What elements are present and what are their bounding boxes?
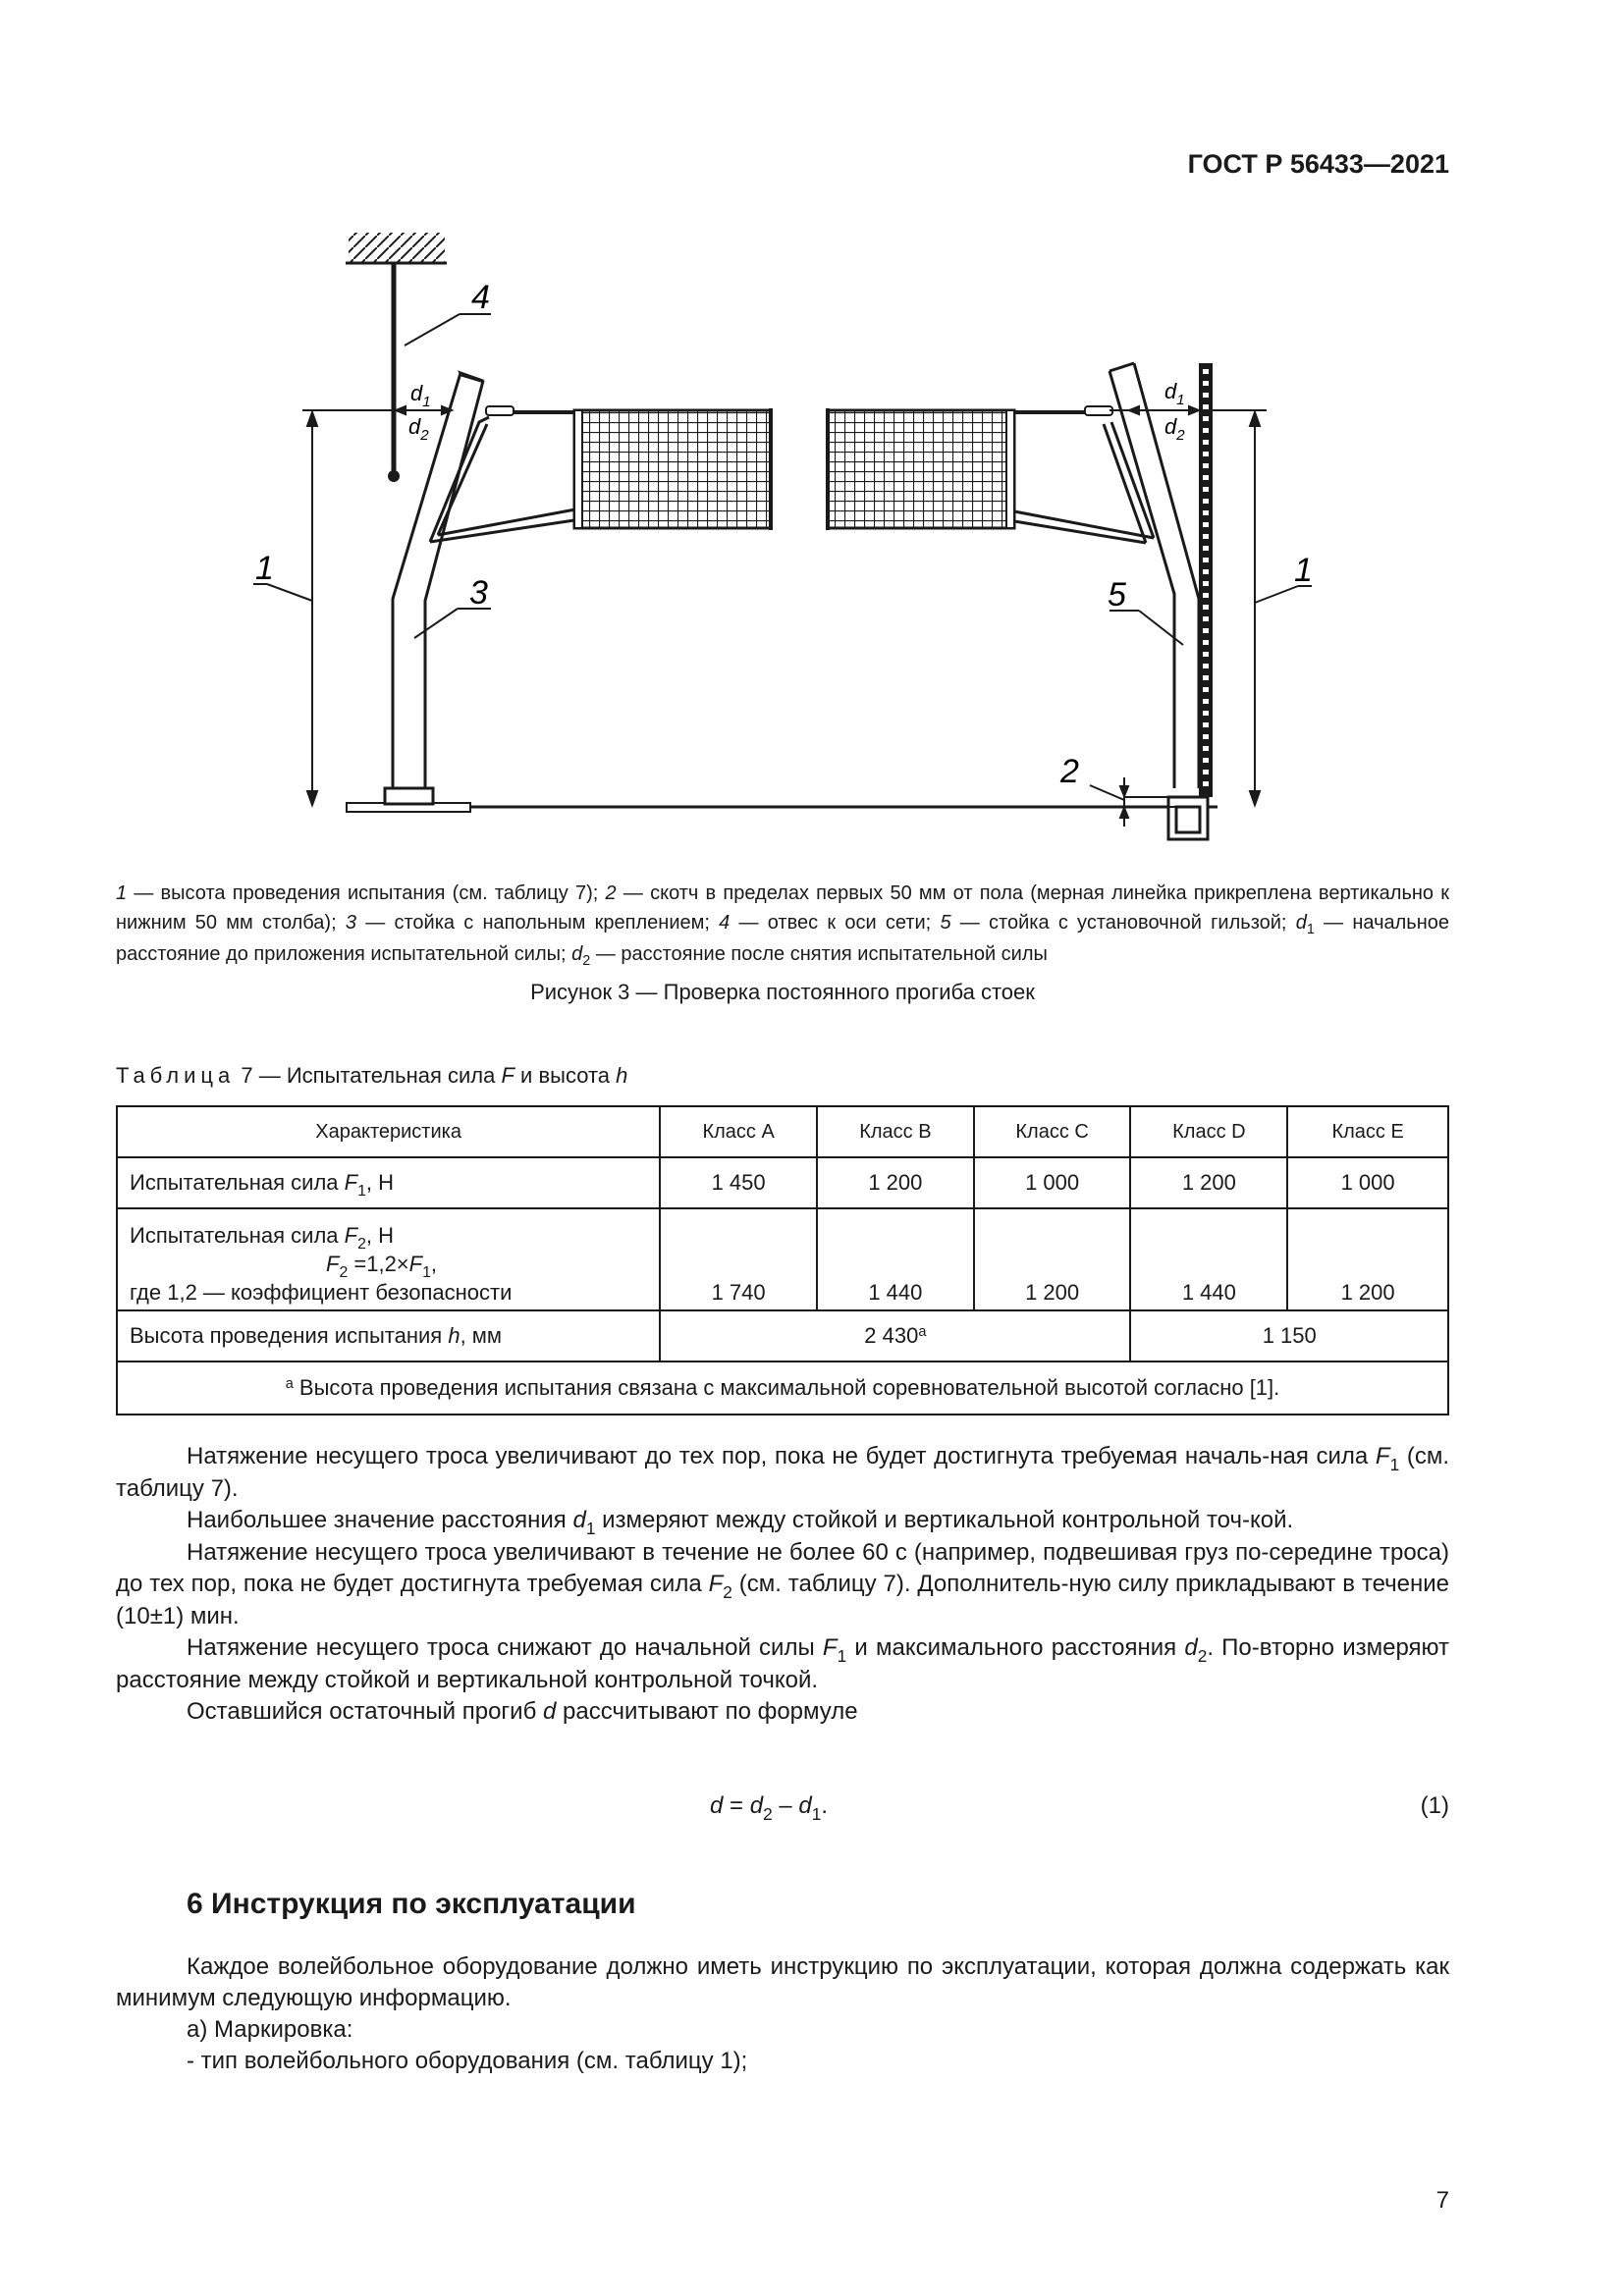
ruler-tick — [1203, 546, 1209, 551]
leader-lines — [405, 314, 1183, 645]
cell-value-de: 1 150 — [1130, 1310, 1448, 1362]
paragraph: Наибольшее значение расстояния $d_1$ измеряют между стойкой и вертикальной контрольной точ-кой. — [187, 1507, 1294, 1538]
cell-value: 1 740 — [660, 1208, 817, 1310]
row-label-f1: Испытательная сила $F_1$, Н — [117, 1157, 660, 1208]
ruler-tick — [1203, 534, 1209, 539]
label-1-right: 1 — [1294, 552, 1313, 589]
section-6-heading: 6 Инструкция по эксплуатации — [187, 1888, 636, 1920]
header-class-b: Класс B — [817, 1106, 974, 1157]
ruler-tick — [1203, 499, 1209, 504]
header-class-e: Класс E — [1287, 1106, 1448, 1157]
section-6-text — [116, 1951, 1449, 2077]
cell-value-abc: 2 430$^a$ — [660, 1310, 1130, 1362]
cell-value: 1 200 — [1287, 1208, 1448, 1310]
table-row — [117, 1208, 1448, 1310]
ruler-tick — [1203, 428, 1209, 433]
ruler-tick — [1203, 581, 1209, 586]
ruler-tick — [1203, 404, 1209, 409]
cell-value: 1 200 — [974, 1208, 1131, 1310]
header-class-c: Класс C — [974, 1106, 1131, 1157]
cell-value: 1 200 — [817, 1157, 974, 1208]
right-brace — [1014, 422, 1154, 543]
ground-sleeve — [1168, 797, 1208, 839]
ruler-tick — [1203, 569, 1209, 574]
label-d2-left: $d_2$ — [408, 414, 429, 444]
ruler-tick — [1203, 722, 1209, 727]
table-footnote-row — [117, 1362, 1448, 1415]
ruler-tick — [1203, 699, 1209, 704]
ruler-tick — [1203, 734, 1209, 739]
header-class-a: Класс A — [660, 1106, 817, 1157]
ruler-tick — [1203, 687, 1209, 692]
formula-number: (1) — [1420, 1792, 1449, 1819]
height-dimension-left — [253, 410, 422, 805]
tape-dimension — [1090, 777, 1178, 827]
ruler-tick — [1203, 416, 1209, 421]
paragraph: Натяжение несущего троса снижают до начальной силы $F_1$ и максимального расстояния $d_2$. По-вторно измеряют расстояние между стойкой и вертикальной контрольной точкой. — [116, 1634, 1449, 1693]
ruler-tick — [1203, 452, 1209, 456]
ruler-tick — [1203, 463, 1209, 468]
left-net — [486, 406, 771, 530]
list-item: а) Маркировка: — [187, 2016, 353, 2043]
figure-caption: Рисунок 3 — Проверка постоянного прогиба стоек — [530, 980, 1035, 1004]
row-label-f2: Испытательная сила $F_2$, Н $F_2 =1,2\times F_1$, где 1,2 — коэффициент безопасности — [117, 1208, 660, 1310]
table-caption: Таблица 7 — Испытательная сила F и высота h — [116, 1063, 628, 1088]
ruler-tick — [1203, 369, 1209, 374]
paragraph: Натяжение несущего троса увеличивают в течение не более 60 с (например, подвешивая груз по-середине троса) до тех пор, пока не будет достигнута требуемая сила $F_2$ (см. таблицу 7). Дополнитель-ную силу прикладывают в течение (10±1) мин. — [116, 1539, 1449, 1629]
figure-legend: 1 — высота проведения испытания (см. таблицу 7); 2 — скотч в пределах первых 50 мм от пола (мерная линейка прикреплена вертикально к нижним 50 мм столба); 3 — стойка с напольным креплением; 4 — отвес к оси сети; 5 — стойка с установочной гильзой; $d_1$ — начальное расстояние до приложения испытательной силы; $d_2$ — расстояние после снятия испытательной силы — [116, 882, 1450, 970]
figure-3-drawing — [0, 0, 1624, 883]
ruler-tick — [1203, 593, 1209, 598]
ruler-tick — [1203, 758, 1209, 763]
ruler-tick — [1203, 628, 1209, 633]
cell-value: 1 450 — [660, 1157, 817, 1208]
table-row — [117, 1157, 1448, 1208]
ruler — [1199, 363, 1213, 797]
ruler-tick — [1203, 640, 1209, 645]
table-row — [117, 1310, 1448, 1362]
document-id: ГОСТ Р 56433—2021 — [1187, 149, 1449, 179]
cell-value: 1 440 — [1130, 1208, 1287, 1310]
table-7 — [116, 1105, 1449, 1415]
ruler-tick — [1203, 475, 1209, 480]
ruler-tick — [1203, 664, 1209, 668]
table-footnote: $^a$ Высота проведения испытания связана с максимальной соревновательной высотой согласно [1]. — [117, 1362, 1448, 1415]
body-text — [116, 1441, 1449, 1728]
page-number: 7 — [1435, 2187, 1449, 2214]
right-net — [828, 406, 1112, 530]
formula-expression: $d = d_2 - d_1$. — [710, 1792, 829, 1824]
header-characteristic: Характеристика — [117, 1106, 660, 1157]
ruler-tick — [1203, 675, 1209, 680]
label-2: 2 — [1060, 753, 1079, 790]
label-d1-right: $d_1$ — [1164, 379, 1185, 408]
ruler-tick — [1203, 558, 1209, 562]
cell-value: 1 000 — [1287, 1157, 1448, 1208]
label-d1-left: $d_1$ — [410, 381, 431, 410]
paragraph: Натяжение несущего троса увеличивают до тех пор, пока не будет достигнута требуемая началь-ная сила $F_1$ (см. таблицу 7). — [116, 1443, 1450, 1502]
ruler-tick — [1203, 711, 1209, 716]
ruler-tick — [1203, 487, 1209, 492]
label-5: 5 — [1108, 576, 1126, 614]
label-4: 4 — [471, 279, 490, 316]
list-item: - тип волейбольного оборудования (см. таблицу 1); — [187, 2048, 748, 2074]
ceiling-hatch — [346, 233, 447, 263]
ruler-tick — [1203, 510, 1209, 515]
label-3: 3 — [469, 574, 488, 612]
ruler-tick — [1203, 605, 1209, 610]
ruler-tick — [1203, 393, 1209, 398]
left-brace — [430, 417, 575, 542]
cell-value: 1 000 — [974, 1157, 1131, 1208]
table-header-row — [117, 1106, 1448, 1157]
ruler-tick — [1203, 746, 1209, 751]
cell-value: 1 200 — [1130, 1157, 1287, 1208]
row-label-height: Высота проведения испытания h, мм — [117, 1310, 660, 1362]
ruler-tick — [1203, 440, 1209, 445]
ruler-tick — [1203, 781, 1209, 786]
deflection-arrows-right — [1129, 406, 1199, 414]
ruler-tick — [1203, 381, 1209, 386]
ruler-tick — [1203, 522, 1209, 527]
label-d2-right: $d_2$ — [1164, 414, 1185, 444]
header-class-d: Класс D — [1130, 1106, 1287, 1157]
paragraph: Каждое волейбольное оборудование должно иметь инструкцию по эксплуатации, которая должна содержать как минимум следующую информацию. — [116, 1953, 1449, 2011]
ruler-tick — [1203, 616, 1209, 621]
label-1-left: 1 — [255, 550, 274, 587]
ruler-tick — [1203, 770, 1209, 774]
plumb-line — [388, 263, 400, 482]
cell-value: 1 440 — [817, 1208, 974, 1310]
ruler-tick — [1203, 652, 1209, 657]
paragraph: Оставшийся остаточный прогиб d рассчитывают по формуле — [187, 1698, 858, 1725]
